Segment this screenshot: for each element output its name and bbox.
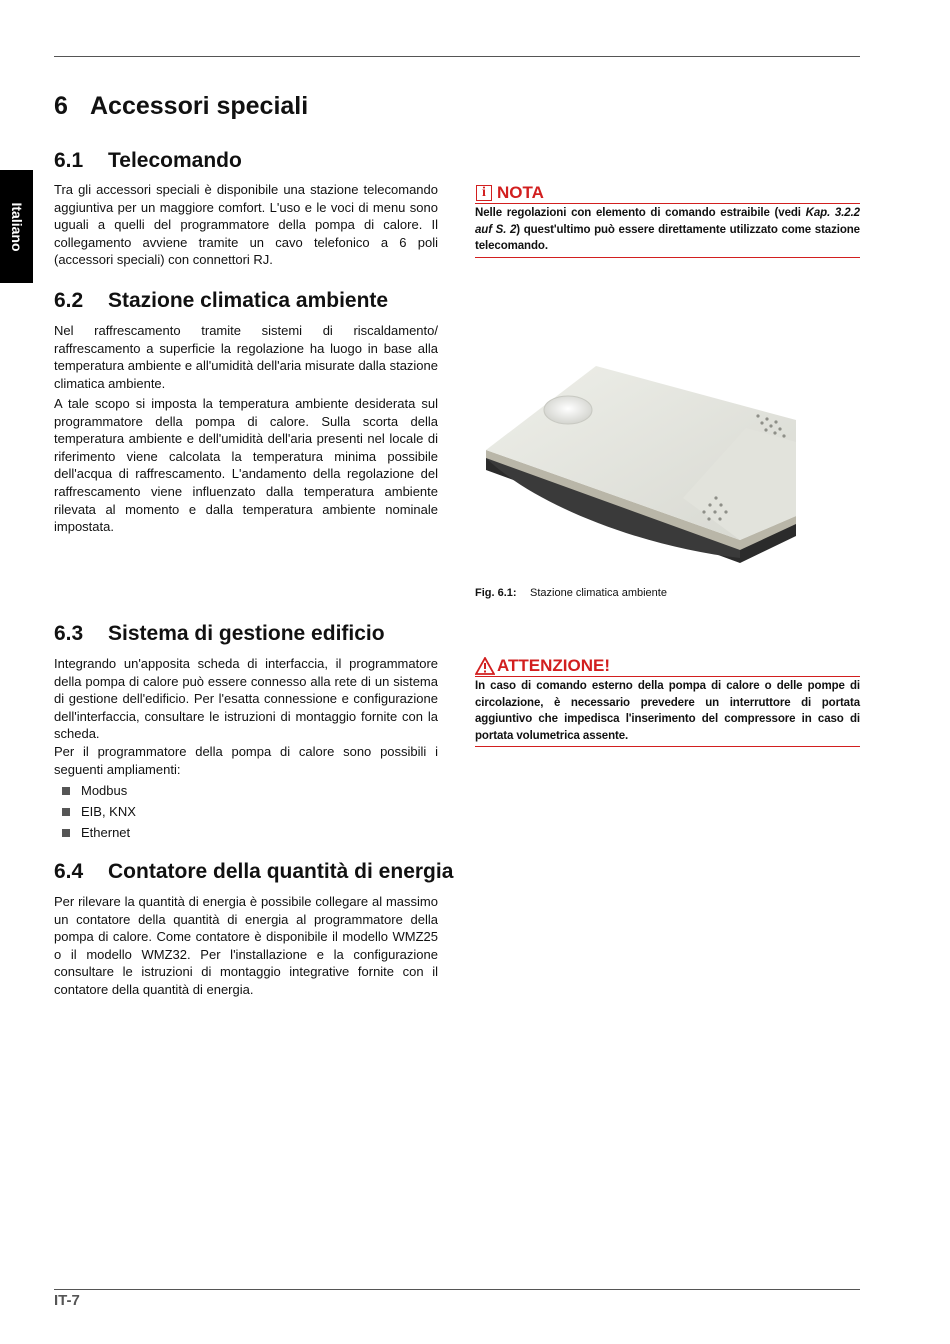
warning-icon xyxy=(475,657,495,675)
chapter-number: 6 xyxy=(54,92,68,120)
nota-header xyxy=(475,183,860,204)
chapter-title: Accessori speciali xyxy=(90,92,309,120)
page-number: IT-7 xyxy=(54,1292,80,1309)
section-title: Sistema di gestione edificio xyxy=(108,622,385,645)
section-title: Telecomando xyxy=(108,149,242,172)
section-6-1-paragraph: Tra gli accessori speciali è disponibile una stazione telecomando aggiuntiva per un maggiore comfort. L'uso e le voci di menu sono uguali a quelli del programmatore della pompa di calore. Il collegamento avviene tramite un cavo telefonico a 6 poli (accessori speciali) con connettori RJ. xyxy=(54,182,438,268)
section-heading-6-3 xyxy=(54,622,385,646)
info-icon: i xyxy=(476,185,492,201)
nota-box xyxy=(475,183,860,258)
section-number: 6.4 xyxy=(54,860,84,883)
section-6-4-paragraph: Per rilevare la quantità di energia è possibile collegare al massimo un contatore della quantità di energia al programmatore della pompa di calore. Come contatore è disponibile il modello WMZ25 o il modello WMZ32. Per l'installazione e la configurazione consultare le istruzioni di montaggio integrative fornite con il contatore della quantità di energia. xyxy=(54,894,438,997)
section-6-3-paragraph-2: Per il programmatore della pompa di calore sono possibili i seguenti ampliamenti: xyxy=(54,744,438,777)
section-6-2-paragraph-2: A tale scopo si imposta la temperatura ambiente desiderata sul programmatore della pompa di calore. Sulla scorta della temperatura ambiente e dell'umidità dell'aria presenti nel locale di riferimento viene calcolata la temperatura minima possibile dell'acqua di raffrescamento. L'andamento della regolazione del raffrescamento viene influenzato dalla temperatura ambiente rilevata al momento e dalla temperatura ambiente nominale impostata. xyxy=(54,396,438,535)
section-number: 6.1 xyxy=(54,149,84,172)
figure-caption-text: Stazione climatica ambiente xyxy=(530,587,667,599)
section-title: Contatore della quantità di energia xyxy=(108,860,454,883)
list-item xyxy=(54,822,438,843)
section-heading-6-4 xyxy=(54,860,453,884)
section-6-2-paragraph-1: Nel raffrescamento tramite sistemi di riscaldamento/ raffrescamento a superficie la regolazione ha luogo in base alla temperatura ambiente e all'umidità dell'aria misurate dalla stazione climatica ambiente. xyxy=(54,323,438,391)
attenzione-title: ATTENZIONE! xyxy=(497,656,611,675)
nota-title: NOTA xyxy=(497,183,544,202)
attenzione-header xyxy=(475,656,860,677)
list-item xyxy=(54,801,438,822)
section-heading-6-1 xyxy=(54,149,242,173)
list-item-label: EIB, KNX xyxy=(81,804,136,819)
chapter-heading xyxy=(54,92,308,121)
room-climate-station-image xyxy=(478,358,802,568)
nota-text-before: Nelle regolazioni con elemento di comando estraibile (vedi xyxy=(475,207,806,219)
list-item-label: Ethernet xyxy=(81,825,131,840)
figure-caption xyxy=(475,587,667,599)
header-rule xyxy=(54,56,860,57)
footer-rule xyxy=(54,1289,860,1290)
nota-reference: Kap. 3.2.2 auf S. 2 xyxy=(475,207,860,236)
section-heading-6-2 xyxy=(54,289,388,313)
list-item-label: Modbus xyxy=(81,783,128,798)
section-title: Stazione climatica ambiente xyxy=(108,289,389,312)
bullet-square-icon xyxy=(62,829,70,837)
nota-text-after: ) quest'ultimo può essere direttamente utilizzato come stazione telecomando. xyxy=(475,223,860,253)
nota-text xyxy=(475,204,860,258)
section-6-3-paragraph-1: Integrando un'apposita scheda di interfaccia, il programmatore della pompa di calore può essere connesso alla rete di un sistema di gestione dell'edificio. Per l'esatta connessione e configurazione dell'interfaccia, consultare le istruzioni di montaggio fornite con la scheda. xyxy=(54,656,438,742)
bullet-square-icon xyxy=(62,787,70,795)
language-tab xyxy=(0,170,33,283)
language-tab-label: Italiano xyxy=(8,201,25,252)
list-item xyxy=(54,780,438,801)
attenzione-text: In caso di comando esterno della pompa di calore o delle pompe di circolazione, è necessario prevedere un interruttore di portata aggiuntivo che impedisca l'inserimento del compressore in caso di portata volumetrica assente. xyxy=(475,677,860,747)
bullet-square-icon xyxy=(62,808,70,816)
attenzione-box xyxy=(475,656,860,747)
figure-label: Fig. 6.1: xyxy=(475,587,517,599)
section-number: 6.3 xyxy=(54,622,84,645)
section-number: 6.2 xyxy=(54,289,84,312)
expansion-list xyxy=(54,780,438,843)
